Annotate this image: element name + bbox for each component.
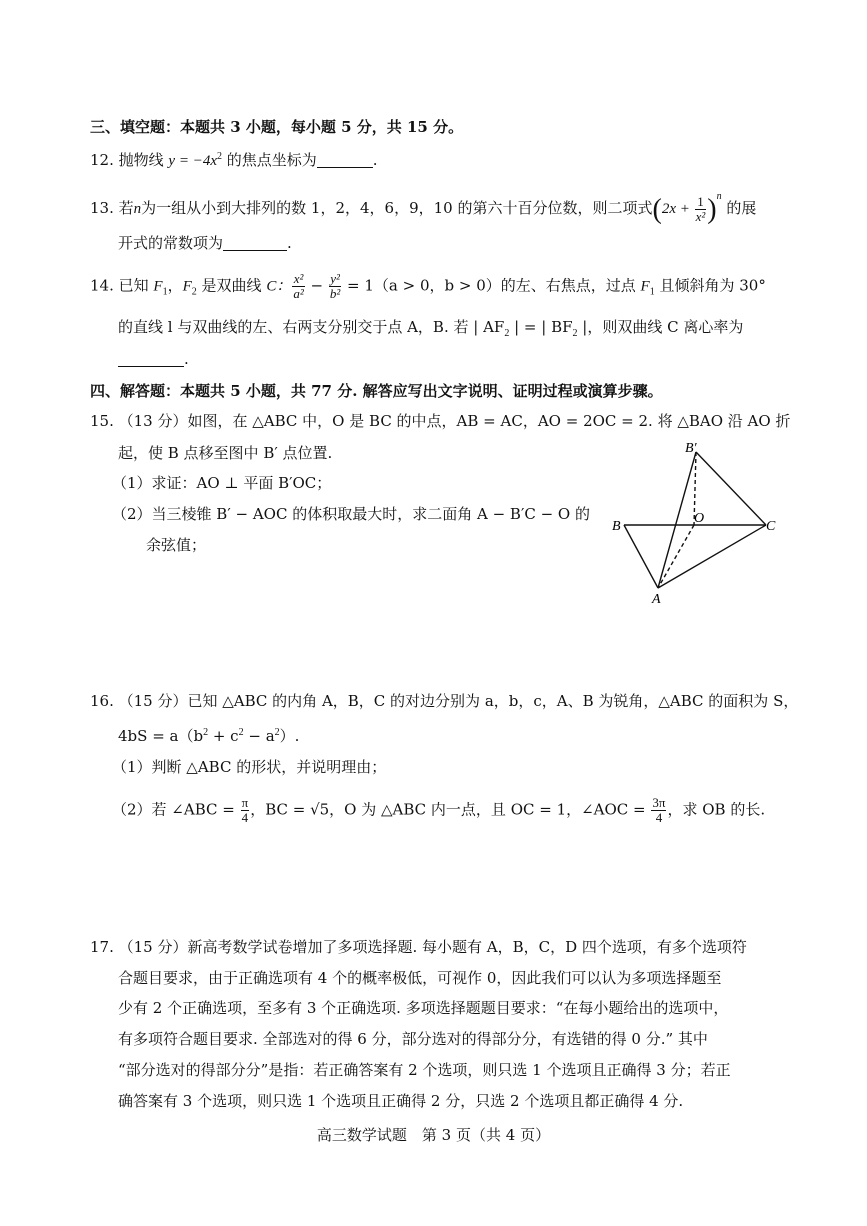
q14-answer-blank[interactable] [118, 352, 184, 367]
q12-number: 12. [90, 151, 114, 169]
q13-number: 13. [90, 199, 114, 217]
q16-frac1-den: 4 [241, 810, 249, 825]
q14-f1-sub: 1 [162, 286, 168, 298]
q16-frac1-num: π [241, 795, 249, 810]
q13-text-3: 的展 [721, 199, 757, 217]
fig-label-o: O [694, 511, 705, 526]
q17-line-5: “部分选对的得部分分”是指：若正确答案有 2 个选项，则只选 1 个选项且正确得 3 分；若正 [118, 1061, 731, 1079]
q13-power: n [716, 191, 722, 202]
q12-equation: y = −4x [168, 153, 217, 169]
q17-line-4: 有多项符合题目要求. 全部选对的得 6 分，部分选对的得部分分，有选错的得 0 分.” 其中 [118, 1030, 708, 1048]
fig-label-c: C [766, 519, 776, 534]
q16-part-2-a: （2）若 ∠ABC = [112, 800, 240, 819]
q13-text-4: 开式的常数项为 [118, 234, 224, 252]
q13-answer-blank[interactable] [223, 236, 287, 251]
q14-f3: F [640, 278, 650, 295]
q16-eq-exp-3: 2 [274, 727, 280, 738]
q16-part-2 [112, 796, 765, 825]
q16-eq-exp-1: 2 [203, 727, 209, 738]
q12-answer-blank[interactable] [317, 153, 373, 168]
q14-text-6: | = | BF [509, 318, 573, 336]
q13-text-2: 为一组从小到大排列的数 1，2，4，6，9，10 的第六十百分位数，则二项式 [141, 199, 653, 217]
q15-number: 15. [90, 412, 114, 430]
q16-eq-c: − a [243, 727, 275, 745]
fig-label-b1: B′ [685, 441, 697, 456]
q16-fraction-2 [651, 796, 666, 825]
q12-exponent: 2 [216, 151, 222, 162]
q15-line-2: 起，使 B 点移至图中 B′ 点位置. [118, 444, 333, 462]
q14-y-num: y² [330, 271, 340, 286]
q13-end: . [287, 234, 292, 252]
q16-eq-a: 4bS = a（b [118, 727, 204, 745]
q14-text-3: = 1（a > 0，b > 0）的左、右焦点，过点 [342, 276, 641, 295]
question-16 [90, 690, 798, 712]
q14-fraction-y [329, 272, 341, 301]
q16-frac2-den: 4 [655, 810, 663, 825]
q15-figure [600, 436, 790, 608]
q14-af2-sub: 2 [504, 328, 510, 339]
q14-text-5: 的直线 l 与双曲线的左、右两支分别交于点 A，B. 若 | AF [118, 318, 505, 336]
q13-right-paren: ) [707, 194, 717, 225]
q14-minus: − [305, 276, 328, 295]
question-14 [90, 272, 766, 304]
q14-text-2: 是双曲线 [196, 276, 267, 295]
q16-eq-b: + c [208, 727, 239, 745]
question-17 [90, 936, 747, 958]
q14-text-7: |，则双曲线 C 离心率为 [577, 318, 744, 336]
q14-x-den: a² [293, 286, 304, 301]
q13-frac-den: x² [695, 208, 706, 224]
q15-part-2-cont: 余弦值； [146, 536, 207, 554]
q15-part-1: （1）求证：AO ⊥ 平面 B′OC； [112, 474, 332, 492]
q14-f1: F [153, 278, 163, 295]
fig-line-ba [624, 525, 658, 588]
q17-line-6: 确答案有 3 个选项，则只选 1 个选项且正确得 2 分，只选 2 个选项且都正确得 4 分. [118, 1092, 684, 1110]
q13-text: 若 [118, 199, 134, 217]
q16-fraction-1 [241, 796, 250, 825]
question-13-cont [118, 232, 292, 254]
question-12 [90, 146, 378, 172]
q15-line-1: （13 分）如图，在 △ABC 中，O 是 BC 的中点，AB = AC，AO = 2OC = 2. 将 △BAO 沿 AO 折 [118, 412, 791, 430]
fig-line-oa [658, 525, 694, 588]
q13-n: n [133, 201, 142, 217]
q14-f2-sub: 2 [191, 286, 197, 298]
q14-fraction-x [292, 272, 304, 301]
q14-comma: ， [167, 276, 183, 295]
question-15 [90, 410, 790, 432]
q16-number: 16. [90, 692, 114, 710]
question-13 [90, 186, 756, 224]
q14-f3-sub: 1 [649, 286, 655, 298]
q14-text-4: 且倾斜角为 30° [654, 276, 766, 295]
q16-line-2 [118, 722, 299, 747]
q12-end: . [372, 151, 378, 169]
q16-eq-d: ）. [279, 727, 300, 745]
section-3-heading: 三、填空题：本题共 3 小题，每小题 5 分，共 15 分。 [90, 118, 464, 136]
q17-line-2: 合题目要求，由于正确选项有 4 个的概率极低，可视作 0，因此我们可以认为多项选择题至 [118, 969, 722, 987]
fig-label-a: A [652, 592, 661, 607]
section-4-heading: 四、解答题：本题共 5 小题，共 77 分. 解答应写出文字说明、证明过程或演算步骤。 [90, 382, 663, 400]
q14-f2: F [182, 278, 192, 295]
q16-part-2-b: ，BC = √5，O 为 △ABC 内一点，且 OC = 1，∠AOC = [250, 800, 651, 819]
q17-number: 17. [90, 938, 114, 956]
q13-frac-num: 1 [695, 195, 707, 210]
q12-text-2: 的焦点坐标为 [221, 151, 317, 169]
fig-line-b1c [696, 452, 766, 525]
q14-text: 已知 [118, 276, 154, 295]
q16-part-2-c: ，求 OB 的长. [667, 800, 766, 819]
fig-line-b1a [658, 452, 696, 588]
q14-bf2-sub: 2 [572, 328, 578, 339]
page-footer: 高三数学试题 第 3 页（共 4 页） [316, 1126, 551, 1144]
q14-end: . [184, 350, 189, 368]
q16-part-1: （1）判断 △ABC 的形状，并说明理由； [112, 758, 387, 776]
q12-text: 抛物线 [118, 151, 169, 169]
q13-term: 2x + [661, 201, 694, 217]
q13-fraction [695, 195, 707, 224]
q13-left-paren: ( [652, 194, 662, 225]
q14-x-num: x² [293, 271, 304, 286]
q14-number: 14. [90, 276, 114, 295]
q14-y-den: b² [329, 286, 341, 301]
fig-label-b: B [612, 519, 621, 534]
q16-eq-exp-2: 2 [238, 727, 244, 738]
q16-line-1: （15 分）已知 △ABC 的内角 A，B，C 的对边分别为 a，b，c，A、B 为锐角，△ABC 的面积为 S， [118, 692, 799, 710]
fig-line-ac [658, 525, 766, 588]
q17-line-3: 少有 2 个正确选项，至多有 3 个正确选项. 多项选择题题目要求：“在每小题给出的选项中， [118, 999, 729, 1017]
q14-curve-name: C： [266, 278, 292, 295]
question-14-cont [118, 316, 743, 345]
q16-frac2-num: 3π [652, 795, 666, 810]
q15-part-2: （2）当三棱锥 B′ − AOC 的体积取最大时，求二面角 A − B′C − O 的 [112, 505, 591, 523]
question-14-cont-2 [118, 348, 189, 370]
q17-line-1: （15 分）新高考数学试卷增加了多项选择题. 每小题有 A，B，C，D 四个选项，有多个选项符 [118, 938, 747, 956]
